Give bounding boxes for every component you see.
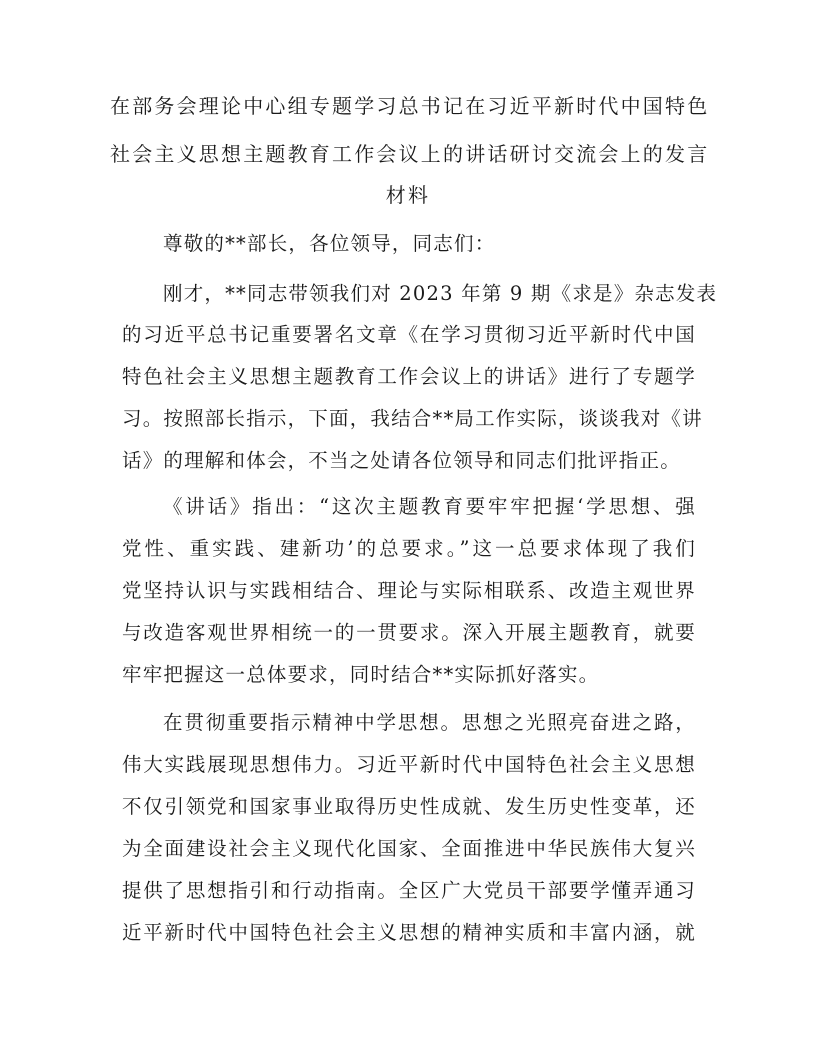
paragraph-1-line-2: 的习近平总书记重要署名文章《在学习贯彻习近平新时代中国 [122, 323, 696, 346]
paragraph-2-line-5: 牢牢把握这一总体要求，同时结合**实际抓好落实。 [122, 663, 600, 686]
paragraph-3-line-4: 为全面建设社会主义现代化国家、全面推进中华民族伟大复兴 [122, 837, 696, 860]
paragraph-1-line-4: 习。按照部长指示，下面，我结合**局工作实际，谈谈我对《讲 [122, 407, 703, 430]
document-title-line-3: 材料 [385, 183, 431, 207]
document-title-line-1: 在部务会理论中心组专题学习总书记在习近平新时代中国特色 [110, 94, 710, 118]
paragraph-2-line-2: 党性、重实践、建新功’的总要求。”这一总要求体现了我们 [122, 537, 696, 560]
greeting: 尊敬的**部长，各位领导，同志们： [163, 232, 496, 255]
paragraph-3-line-5: 提供了思想指引和行动指南。全区广大党员干部要学懂弄通习 [122, 879, 696, 902]
paragraph-2-line-3: 党坚持认识与实践相结合、理论与实际相联系、改造主观世界 [122, 579, 696, 602]
paragraph-3-line-1: 在贯彻重要指示精神中学思想。思想之光照亮奋进之路， [163, 711, 696, 734]
document-title-line-2: 社会主义思想主题教育工作会议上的讲话研讨交流会上的发言 [110, 142, 710, 166]
paragraph-2-line-1: 《讲话》指出：“这次主题教育要牢牢把握‘学思想、强 [163, 495, 696, 518]
paragraph-1-line-3: 特色社会主义思想主题教育工作会议上的讲话》进行了专题学 [122, 365, 696, 388]
paragraph-3-line-6: 近平新时代中国特色社会主义思想的精神实质和丰富内涵，就 [122, 921, 696, 944]
paragraph-1-line-1: 刚才，**同志带领我们对 2023 年第 9 期《求是》杂志发表 [163, 282, 718, 305]
paragraph-3-line-3: 不仅引领党和国家事业取得历史性成就、发生历史性变革，还 [122, 795, 696, 818]
paragraph-2-line-4: 与改造客观世界相统一的一贯要求。深入开展主题教育，就要 [122, 621, 696, 644]
paragraph-3-line-2: 伟大实践展现思想伟力。习近平新时代中国特色社会主义思想 [122, 753, 696, 776]
paragraph-1-line-5: 话》的理解和体会，不当之处请各位领导和同志们批评指正。 [122, 449, 681, 472]
